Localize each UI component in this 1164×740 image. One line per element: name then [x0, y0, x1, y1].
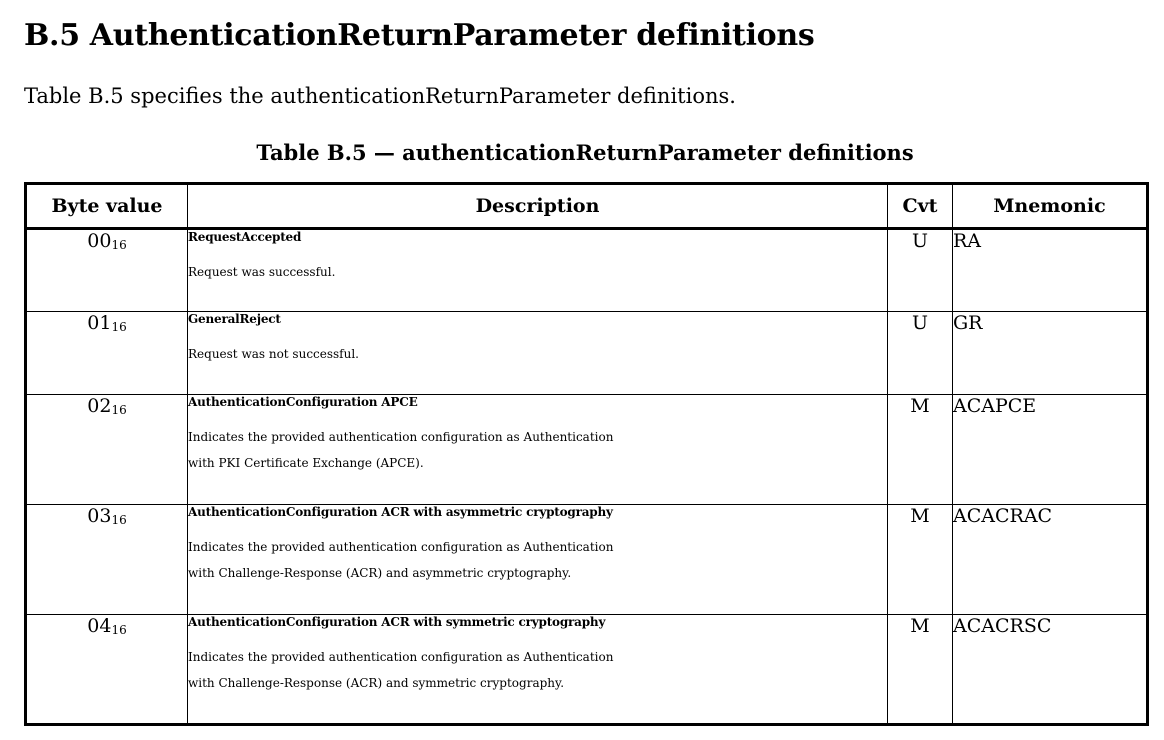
- table-row: [26, 312, 1148, 395]
- description-cell: [188, 615, 888, 725]
- section-number: B.5: [24, 18, 80, 53]
- parameter-name: RequestAccepted: [188, 230, 302, 244]
- description-line: Indicates the provided authentication configuration as Authentication: [188, 650, 614, 664]
- section-heading: [24, 18, 814, 53]
- description-cell: [188, 395, 888, 505]
- byte-value: 02: [87, 395, 112, 417]
- table-caption: Table B.5 — authenticationReturnParameter definitions: [256, 140, 914, 165]
- byte-value-cell: [26, 615, 188, 725]
- table-header-row: [26, 184, 1148, 229]
- table-row: [26, 505, 1148, 615]
- parameter-description: [188, 259, 887, 285]
- byte-base: 16: [111, 403, 127, 417]
- byte-value-cell: [26, 312, 188, 395]
- cvt-cell: M: [888, 615, 953, 725]
- byte-value: 03: [87, 505, 112, 527]
- header-description: Description: [188, 184, 888, 229]
- mnemonic-cell: ACACRSC: [953, 615, 1148, 725]
- byte-value: 01: [87, 312, 112, 334]
- description-line: Request was successful.: [188, 265, 336, 279]
- byte-base: 16: [111, 320, 127, 334]
- description-line: Request was not successful.: [188, 347, 359, 361]
- cvt-cell: U: [888, 229, 953, 312]
- cvt-cell: M: [888, 505, 953, 615]
- parameter-description: [188, 341, 887, 367]
- byte-value-cell: [26, 505, 188, 615]
- byte-base: 16: [111, 623, 127, 637]
- mnemonic-cell: RA: [953, 229, 1148, 312]
- section-title: AuthenticationReturnParameter definitions: [89, 18, 815, 53]
- byte-value-cell: [26, 229, 188, 312]
- cvt-cell: M: [888, 395, 953, 505]
- parameter-name: GeneralReject: [188, 312, 281, 326]
- mnemonic-cell: ACACRAC: [953, 505, 1148, 615]
- mnemonic-cell: GR: [953, 312, 1148, 395]
- header-byte-value: Byte value: [26, 184, 188, 229]
- mnemonic-cell: ACAPCE: [953, 395, 1148, 505]
- table-row: [26, 615, 1148, 725]
- description-line: Indicates the provided authentication configuration as Authentication: [188, 540, 614, 554]
- parameter-name: AuthenticationConfiguration APCE: [188, 395, 418, 409]
- description-cell: [188, 312, 888, 395]
- table-row: [26, 395, 1148, 505]
- parameter-description: [188, 534, 887, 586]
- byte-base: 16: [111, 513, 127, 527]
- header-mnemonic: Mnemonic: [953, 184, 1148, 229]
- description-line: Indicates the provided authentication configuration as Authentication: [188, 430, 614, 444]
- description-cell: [188, 505, 888, 615]
- parameter-description: [188, 424, 887, 476]
- parameter-description: [188, 644, 887, 696]
- description-cell: [188, 229, 888, 312]
- byte-base: 16: [111, 238, 127, 252]
- description-line: with PKI Certificate Exchange (APCE).: [188, 456, 424, 470]
- intro-paragraph: Table B.5 specifies the authenticationReturnParameter definitions.: [24, 84, 736, 108]
- description-line: with Challenge-Response (ACR) and asymmetric cryptography.: [188, 566, 572, 580]
- parameter-name: AuthenticationConfiguration ACR with symmetric cryptography: [188, 615, 606, 629]
- cvt-cell: U: [888, 312, 953, 395]
- table-row: [26, 229, 1148, 312]
- parameter-name: AuthenticationConfiguration ACR with asymmetric cryptography: [188, 505, 613, 519]
- header-cvt: Cvt: [888, 184, 953, 229]
- byte-value: 00: [87, 230, 112, 252]
- description-line: with Challenge-Response (ACR) and symmetric cryptography.: [188, 676, 565, 690]
- definitions-table: [24, 182, 1149, 726]
- byte-value: 04: [87, 615, 112, 637]
- byte-value-cell: [26, 395, 188, 505]
